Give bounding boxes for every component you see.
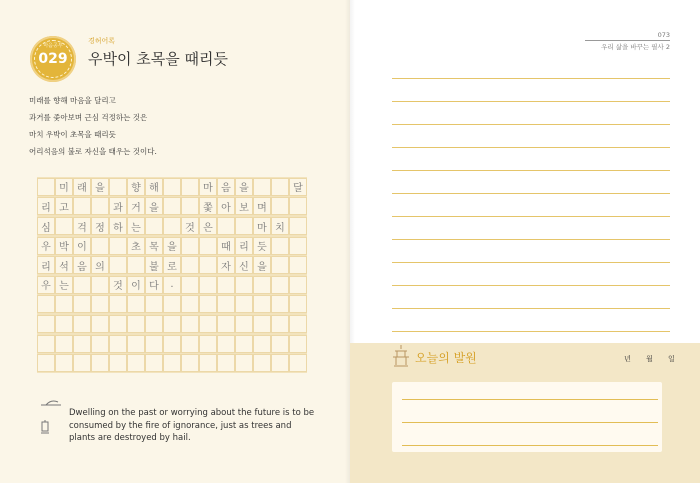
grid-cell[interactable] (289, 315, 307, 333)
grid-cell[interactable] (145, 315, 163, 333)
grid-cell[interactable] (55, 217, 73, 235)
grid-cell[interactable]: 미 (55, 178, 73, 196)
grid-cell[interactable]: 마 (253, 217, 271, 235)
grid-cell[interactable] (235, 276, 253, 294)
grid-cell[interactable]: 이 (73, 237, 91, 255)
grid-cell[interactable]: 아 (217, 197, 235, 215)
grid-cell[interactable] (37, 354, 55, 372)
grid-cell[interactable] (199, 295, 217, 313)
grid-cell[interactable] (253, 178, 271, 196)
grid-cell[interactable] (91, 295, 109, 313)
grid-cell[interactable]: 듯 (253, 237, 271, 255)
grid-cell[interactable] (73, 295, 91, 313)
grid-cell[interactable] (127, 315, 145, 333)
poem-line: 어리석음의 불로 자신을 태우는 것이다. (29, 147, 157, 156)
badge-caption: 마음공부 (43, 43, 63, 49)
poem-line: 마치 우박이 초목을 때리듯 (29, 130, 116, 139)
grid-cell[interactable] (163, 315, 181, 333)
grid-cell[interactable] (73, 276, 91, 294)
grid-cell[interactable]: 는 (55, 276, 73, 294)
grid-cell[interactable]: 것 (109, 276, 127, 294)
header-rule (585, 40, 670, 41)
grid-cell[interactable] (217, 354, 235, 372)
month-label: 월 (646, 355, 653, 363)
grid-cell[interactable] (235, 335, 253, 353)
grid-cell[interactable] (145, 217, 163, 235)
grid-cell[interactable] (271, 315, 289, 333)
grid-cell[interactable] (181, 197, 199, 215)
grid-cell[interactable]: 박 (55, 237, 73, 255)
grid-cell[interactable] (109, 178, 127, 196)
grid-cell[interactable]: 초 (127, 237, 145, 255)
grid-cell[interactable] (163, 217, 181, 235)
grid-cell[interactable]: 거 (127, 197, 145, 215)
grid-cell[interactable]: 을 (91, 178, 109, 196)
page-number: 073 (657, 31, 670, 39)
grid-cell[interactable] (289, 335, 307, 353)
grid-cell[interactable]: 쫓 (199, 197, 217, 215)
grid-cell[interactable] (181, 354, 199, 372)
grid-cell[interactable] (163, 295, 181, 313)
grid-cell[interactable] (271, 295, 289, 313)
grid-cell[interactable] (73, 335, 91, 353)
grid-cell[interactable] (127, 354, 145, 372)
grid-cell[interactable] (289, 354, 307, 372)
grid-cell[interactable] (181, 315, 199, 333)
date-labels (624, 354, 688, 364)
page-title: 우박이 초목을 때리듯 (88, 50, 228, 68)
grid-cell[interactable] (289, 197, 307, 215)
grid-cell[interactable] (127, 295, 145, 313)
grid-cell[interactable] (199, 276, 217, 294)
writing-line[interactable] (392, 331, 670, 332)
grid-cell[interactable] (37, 315, 55, 333)
daily-vow-writing-area[interactable] (392, 382, 662, 452)
grid-cell[interactable] (235, 295, 253, 313)
leaf-icon (40, 398, 62, 412)
grid-cell[interactable] (91, 276, 109, 294)
grid-cell[interactable] (271, 178, 289, 196)
grid-cell[interactable] (253, 276, 271, 294)
lantern-icon (40, 420, 50, 434)
writing-lines[interactable] (392, 78, 670, 354)
grid-cell[interactable] (163, 197, 181, 215)
writing-line[interactable] (392, 193, 670, 194)
grid-cell[interactable] (145, 295, 163, 313)
grid-cell[interactable] (271, 335, 289, 353)
grid-cell[interactable] (217, 295, 235, 313)
grid-cell[interactable]: 리 (37, 197, 55, 215)
grid-cell[interactable] (109, 237, 127, 255)
grid-cell[interactable] (145, 335, 163, 353)
book-title: 우리 삶을 바꾸는 필사 2 (601, 43, 670, 51)
grid-cell[interactable] (145, 354, 163, 372)
grid-cell[interactable] (217, 315, 235, 333)
writing-line[interactable] (392, 170, 670, 171)
grid-cell[interactable]: 리 (235, 237, 253, 255)
grid-cell[interactable]: 치 (271, 217, 289, 235)
grid-cell[interactable] (271, 354, 289, 372)
grid-cell[interactable] (199, 256, 217, 274)
grid-cell[interactable] (37, 295, 55, 313)
grid-cell[interactable]: 향 (127, 178, 145, 196)
grid-cell[interactable] (163, 335, 181, 353)
grid-cell[interactable]: 을 (145, 197, 163, 215)
grid-cell[interactable]: 을 (235, 178, 253, 196)
grid-cell[interactable]: 걱 (73, 217, 91, 235)
grid-cell[interactable] (55, 315, 73, 333)
grid-cell[interactable] (91, 335, 109, 353)
daily-vow-title: 오늘의 발원 (415, 351, 477, 365)
grid-cell[interactable]: 때 (217, 237, 235, 255)
grid-cell[interactable] (199, 335, 217, 353)
chapter-number-badge (30, 36, 76, 82)
grid-cell[interactable]: 이 (127, 276, 145, 294)
grid-cell[interactable] (253, 335, 271, 353)
grid-cell[interactable] (181, 178, 199, 196)
writing-line[interactable] (392, 78, 670, 79)
grid-cell[interactable] (109, 354, 127, 372)
grid-cell[interactable]: 보 (235, 197, 253, 215)
grid-cell[interactable]: 다 (145, 276, 163, 294)
grid-cell[interactable] (199, 237, 217, 255)
grid-cell[interactable]: 마 (199, 178, 217, 196)
grid-cell[interactable] (271, 276, 289, 294)
grid-cell[interactable] (91, 354, 109, 372)
grid-cell[interactable]: 래 (73, 178, 91, 196)
pagoda-icon (392, 344, 410, 370)
grid-cell[interactable] (55, 335, 73, 353)
grid-cell[interactable] (289, 217, 307, 235)
grid-cell[interactable]: 하 (109, 217, 127, 235)
grid-cell[interactable]: 리 (37, 256, 55, 274)
grid-cell[interactable] (235, 217, 253, 235)
grid-cell[interactable]: 우 (37, 276, 55, 294)
daily-vow-line[interactable] (402, 399, 658, 400)
grid-cell[interactable]: 는 (127, 217, 145, 235)
grid-cell[interactable] (109, 315, 127, 333)
grid-cell[interactable]: 고 (55, 197, 73, 215)
grid-cell[interactable] (91, 315, 109, 333)
writing-line[interactable] (392, 308, 670, 309)
grid-cell[interactable]: 정 (91, 217, 109, 235)
grid-cell[interactable] (181, 256, 199, 274)
grid-cell[interactable]: 과 (109, 197, 127, 215)
grid-cell[interactable] (289, 276, 307, 294)
grid-cell[interactable] (217, 335, 235, 353)
day-label: 일 (668, 355, 675, 363)
grid-cell[interactable]: 불 (145, 256, 163, 274)
grid-cell[interactable]: 은 (199, 217, 217, 235)
grid-cell[interactable] (91, 237, 109, 255)
grid-cell[interactable] (91, 197, 109, 215)
chapter-number: 029 (38, 51, 68, 67)
grid-cell[interactable] (127, 256, 145, 274)
grid-cell[interactable]: 우 (37, 237, 55, 255)
grid-cell[interactable]: 것 (181, 217, 199, 235)
grid-cell[interactable]: 을 (253, 256, 271, 274)
grid-cell[interactable]: 달 (289, 178, 307, 196)
daily-vow-line[interactable] (402, 422, 658, 423)
grid-cell[interactable] (271, 237, 289, 255)
grid-cell[interactable] (73, 197, 91, 215)
grid-cell[interactable] (253, 295, 271, 313)
grid-cell[interactable]: 목 (145, 237, 163, 255)
grid-cell[interactable] (199, 315, 217, 333)
grid-cell[interactable] (271, 197, 289, 215)
grid-cell[interactable] (55, 354, 73, 372)
grid-cell[interactable] (235, 354, 253, 372)
poem-text (29, 92, 157, 160)
grid-cell[interactable]: 신 (235, 256, 253, 274)
grid-cell[interactable]: 로 (163, 256, 181, 274)
grid-cell[interactable] (271, 256, 289, 274)
english-translation: Dwelling on the past or worrying about the future is to be consumed by the fire of ignorance, just as trees and plants are destroyed by hail. (69, 408, 315, 443)
grid-cell[interactable] (109, 335, 127, 353)
grid-cell[interactable] (289, 295, 307, 313)
writing-line[interactable] (392, 101, 670, 102)
grid-cell[interactable]: 을 (163, 237, 181, 255)
grid-cell[interactable] (127, 335, 145, 353)
grid-cell[interactable] (37, 178, 55, 196)
manuscript-practice-grid[interactable] (37, 177, 307, 373)
poem-line: 과거를 좇아보며 근심 걱정하는 것은 (29, 113, 148, 122)
grid-cell[interactable]: 며 (253, 197, 271, 215)
grid-cell[interactable]: 음 (73, 256, 91, 274)
grid-cell[interactable]: 심 (37, 217, 55, 235)
year-label: 년 (624, 355, 631, 363)
grid-cell[interactable] (109, 295, 127, 313)
writing-line[interactable] (392, 147, 670, 148)
grid-cell[interactable]: . (163, 276, 181, 294)
grid-cell[interactable] (55, 295, 73, 313)
writing-line[interactable] (392, 239, 670, 240)
grid-cell[interactable] (181, 335, 199, 353)
writing-line[interactable] (392, 285, 670, 286)
grid-cell[interactable] (253, 315, 271, 333)
grid-cell[interactable] (289, 256, 307, 274)
writing-line[interactable] (392, 262, 670, 263)
grid-cell[interactable] (181, 237, 199, 255)
grid-cell[interactable] (73, 354, 91, 372)
grid-cell[interactable] (181, 295, 199, 313)
writing-line[interactable] (392, 216, 670, 217)
grid-cell[interactable]: 해 (145, 178, 163, 196)
grid-cell[interactable] (217, 217, 235, 235)
poem-line: 미래를 향해 마음을 달리고 (29, 96, 116, 105)
grid-cell[interactable] (37, 335, 55, 353)
grid-cell[interactable] (289, 237, 307, 255)
grid-cell[interactable] (109, 256, 127, 274)
grid-cell[interactable] (181, 276, 199, 294)
grid-cell[interactable] (199, 354, 217, 372)
grid-cell[interactable] (253, 354, 271, 372)
grid-cell[interactable]: 자 (217, 256, 235, 274)
grid-cell[interactable]: 석 (55, 256, 73, 274)
grid-cell[interactable] (217, 276, 235, 294)
grid-cell[interactable] (163, 178, 181, 196)
category-label: 경허어록 (88, 37, 116, 45)
grid-cell[interactable]: 의 (91, 256, 109, 274)
daily-vow-line[interactable] (402, 445, 658, 446)
grid-cell[interactable] (73, 315, 91, 333)
grid-cell[interactable] (163, 354, 181, 372)
writing-line[interactable] (392, 124, 670, 125)
grid-cell[interactable]: 음 (217, 178, 235, 196)
grid-cell[interactable] (235, 315, 253, 333)
